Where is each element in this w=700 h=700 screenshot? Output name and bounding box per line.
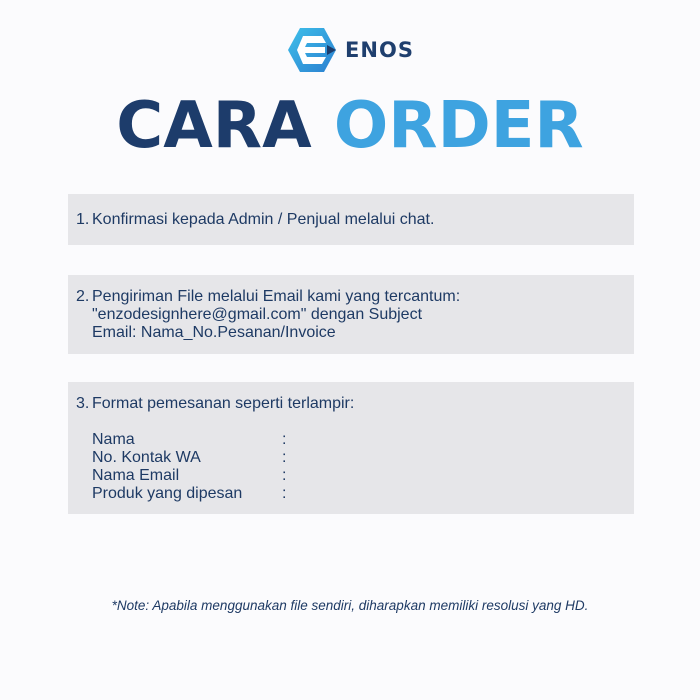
form-row-kontak-wa: [92, 449, 634, 467]
form-row-nama: [92, 431, 634, 449]
step-1: [76, 211, 634, 229]
form-label: Nama Email: [92, 467, 180, 484]
form-row-nama-email: [92, 467, 634, 485]
form-row-produk: [92, 485, 634, 503]
page-title: [0, 86, 700, 166]
step-email-address: "enzodesignhere@gmail.com" dengan Subject: [92, 306, 423, 323]
form-separator: :: [282, 431, 287, 448]
order-format-list: [92, 431, 634, 503]
title-word-cara: CARA: [116, 89, 312, 163]
form-label: Produk yang dipesan: [92, 485, 243, 502]
step-body: [92, 211, 634, 229]
step-number: 3.: [76, 395, 90, 412]
step-number: 2.: [76, 288, 90, 305]
form-separator: :: [282, 485, 287, 502]
step-2: [76, 288, 634, 342]
step-body: [92, 288, 634, 342]
brand-name: ENOS: [345, 38, 414, 62]
step-3-panel: [68, 382, 634, 514]
enos-logo-icon: [286, 26, 338, 74]
step-1-panel: [68, 194, 634, 245]
form-separator: :: [282, 467, 287, 484]
step-text: Format pemesanan seperti terlampir:: [92, 395, 355, 412]
form-label: Nama: [92, 431, 135, 448]
step-number: 1.: [76, 211, 90, 228]
title-word-order: ORDER: [333, 89, 584, 163]
step-text: Pengiriman File melalui Email kami yang tercantum:: [92, 288, 461, 305]
form-separator: :: [282, 449, 287, 466]
step-body: [92, 395, 634, 503]
step-email-subject: Email: Nama_No.Pesanan/Invoice: [92, 324, 336, 341]
step-3: [76, 395, 634, 503]
form-label: No. Kontak WA: [92, 449, 201, 466]
step-text: Konfirmasi kepada Admin / Penjual melalui chat.: [92, 211, 435, 228]
footnote: *Note: Apabila menggunakan file sendiri, diharapkan memiliki resolusi yang HD.: [111, 598, 589, 613]
step-2-panel: [68, 275, 634, 354]
brand-logo: [0, 26, 700, 74]
